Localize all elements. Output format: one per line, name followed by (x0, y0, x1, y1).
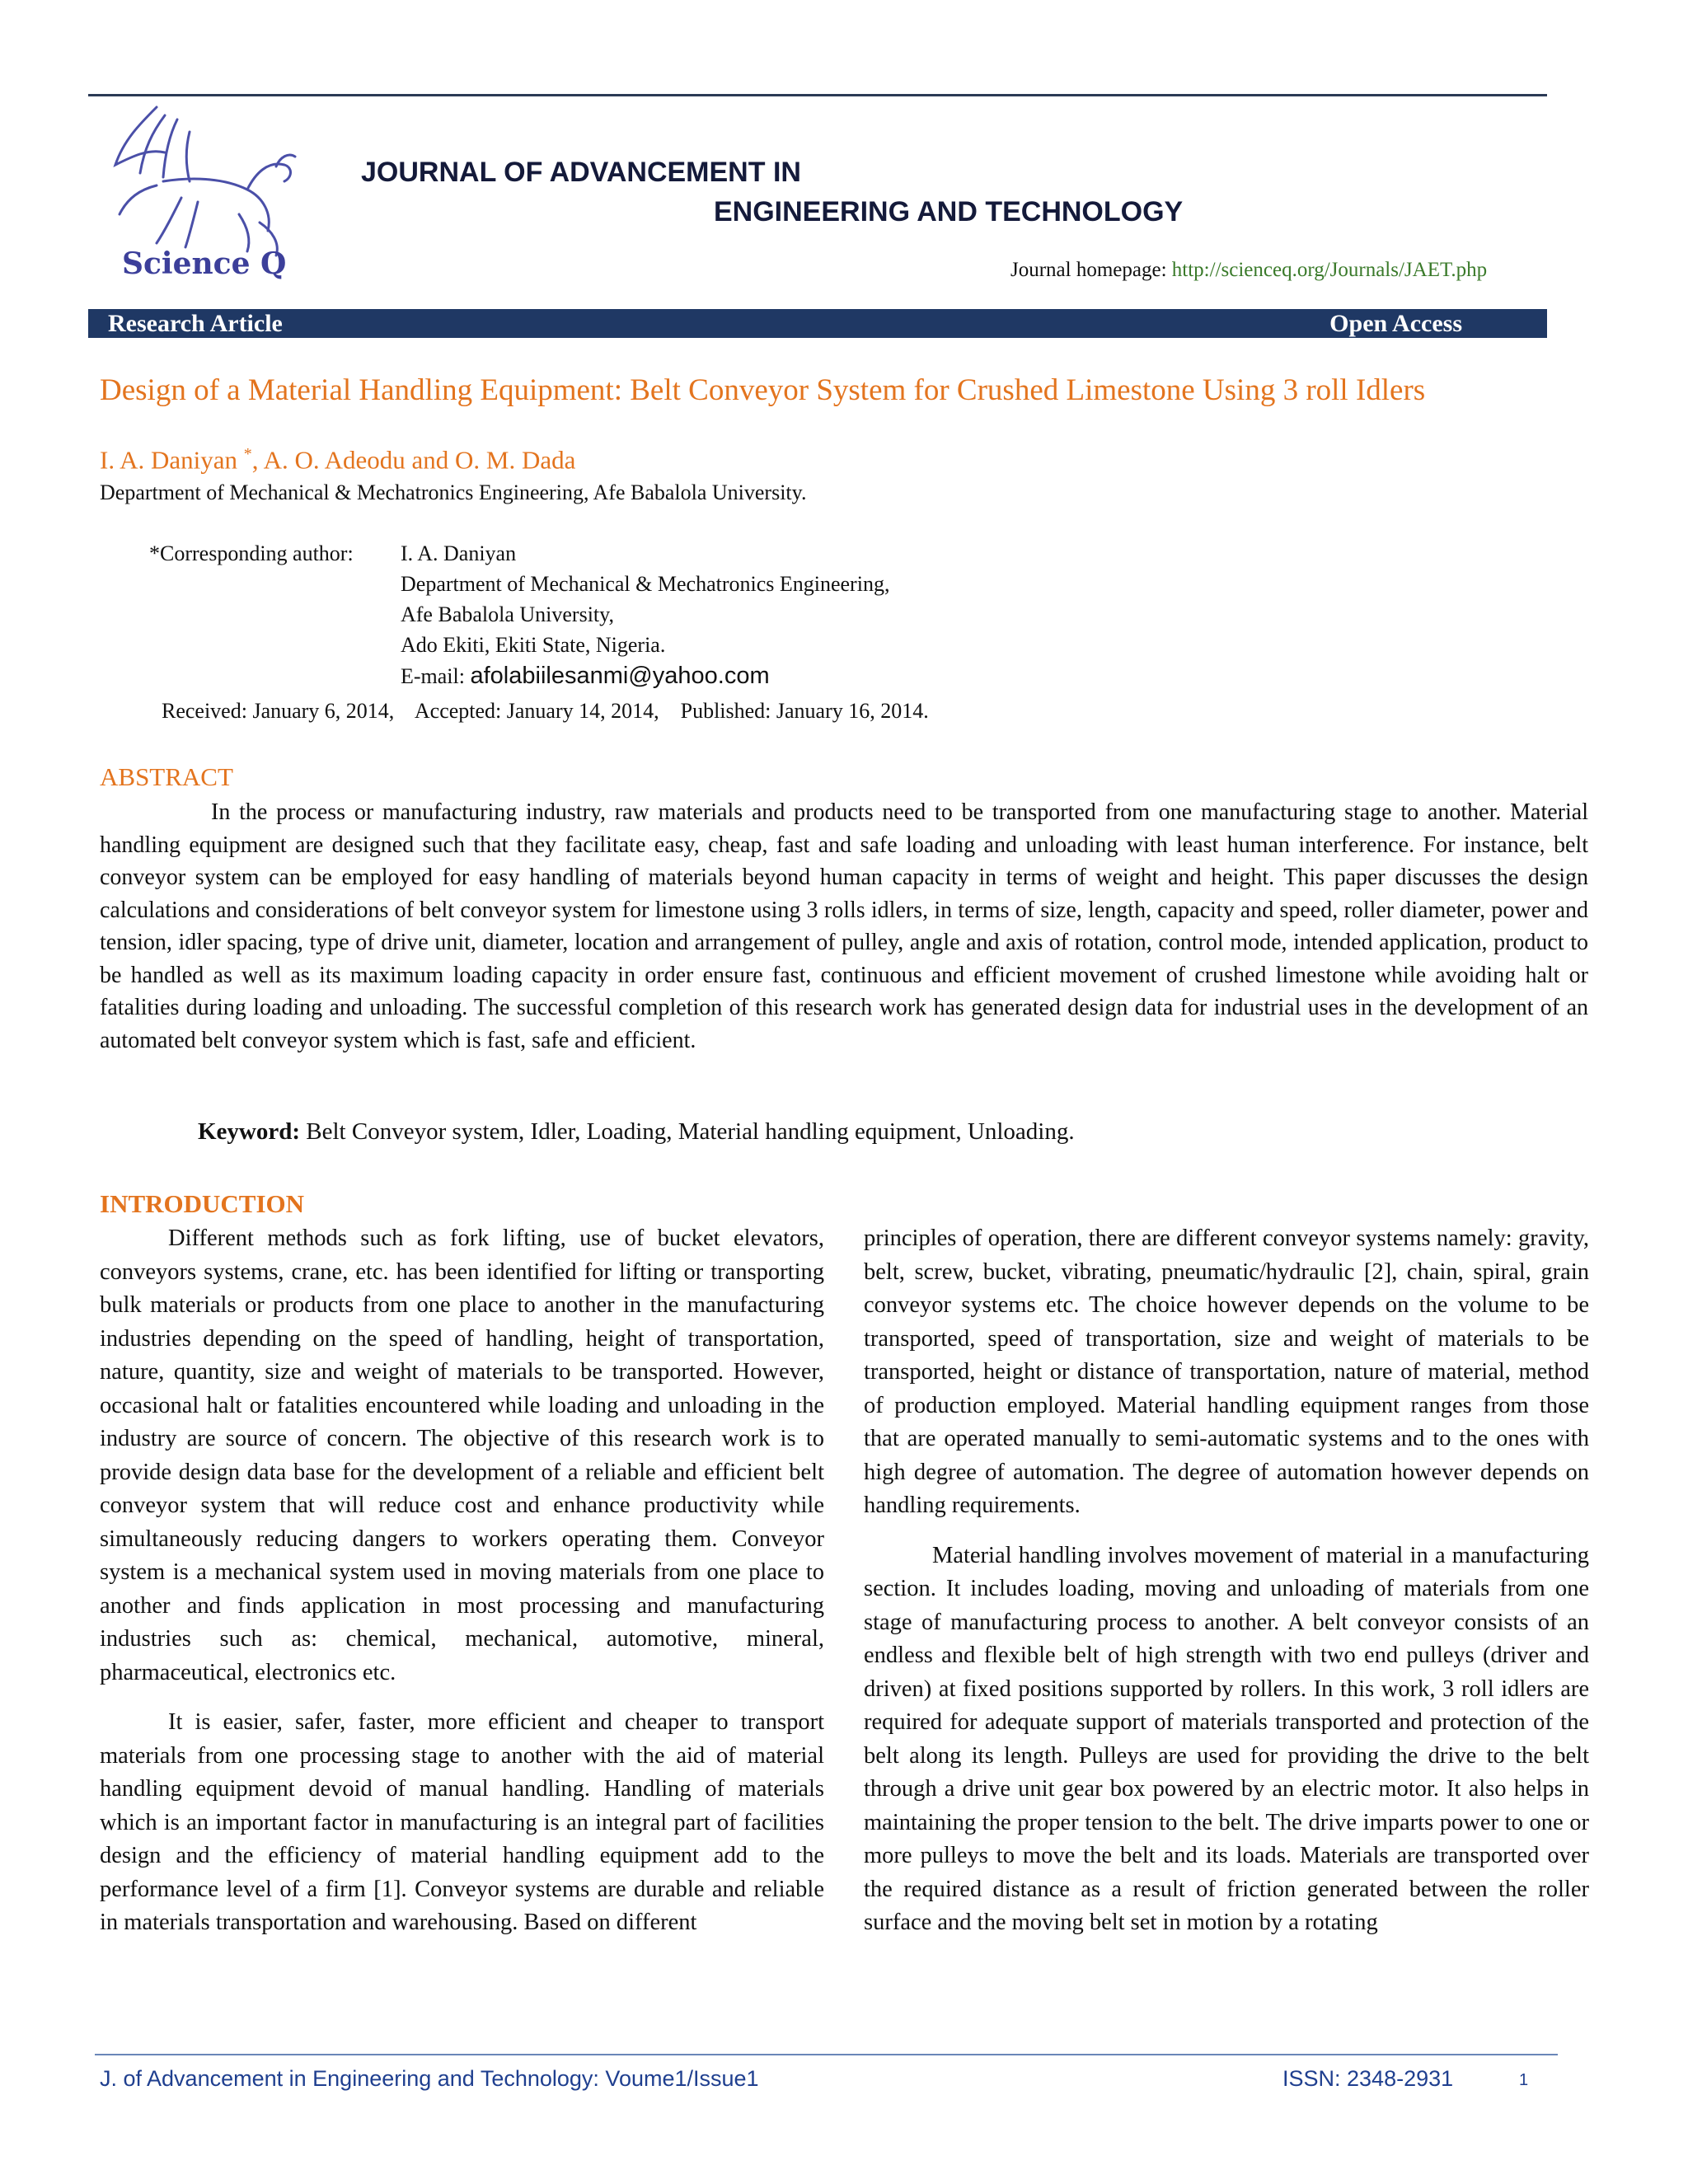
keywords-label: Keyword: (198, 1118, 301, 1145)
other-authors: , A. O. Adeodu and O. M. Dada (251, 445, 576, 475)
corresponding-author-dept: Department of Mechanical & Mechatronics Engineering, (401, 572, 890, 596)
keywords-text: Belt Conveyor system, Idler, Loading, Material handling equipment, Unloading. (300, 1118, 1075, 1145)
corresponding-author-email (401, 663, 770, 690)
right-column (864, 1222, 1589, 1940)
footer-journal: J. of Advancement in Engineering and Technology: Voume1/Issue1 (100, 2066, 759, 2091)
header-top-rule (88, 94, 1547, 96)
page-number: 1 (1519, 2071, 1529, 2089)
corresponding-author-location: Ado Ekiti, Ekiti State, Nigeria. (401, 633, 666, 657)
journal-title-line2: ENGINEERING AND TECHNOLOGY (714, 196, 1184, 227)
abstract-text: In the process or manufacturing industry, raw materials and products need to be transported from one manufacturing stage to another. Material handling equipment are designed such that they facilitate easy, cheap, fast and safe loading and unloading with least human interference. For instance, belt conveyor system can be employed for easy handling of materials beyond human capacity in terms of weight and height. This paper discusses the design calculations and considerations of belt conveyor system for limestone using 3 rolls idlers, in terms of size, length, capacity and speed, roller diameter, power and tension, idler spacing, type of drive unit, diameter, location and arrangement of pulley, angle and axis of rotation, control mode, intended application, product to be handled as well as its maximum loading capacity in order ensure fast, continuous and efficient movement of crushed limestone while avoiding halt or fatalities during loading and unloading. The successful completion of this research work has generated design data for industrial uses in the development of an automated belt conveyor system which is fast, safe and efficient. (100, 799, 1588, 1053)
research-article-label: Research Article (108, 310, 283, 337)
corresponding-mark: * (243, 445, 252, 463)
article-title: Design of a Material Handling Equipment: Belt Conveyor System for Crushed Limestone Using 3 roll Idlers (100, 373, 1426, 407)
abstract-heading: ABSTRACT (100, 762, 233, 791)
publication-dates: Received: January 6, 2014, Accepted: January 14, 2014, Published: January 16, 2014. (162, 699, 929, 723)
open-access-label: Open Access (1329, 310, 1462, 337)
homepage-label: Journal homepage: (1010, 259, 1172, 281)
intro-paragraph-1: Different methods such as fork lifting, use of bucket elevators, conveyors systems, crane, etc. has been identified for lifting or transporting bulk materials or products from one place to another in the manufacturing industries depending on the speed of handling, height of transportation, nature, quantity, size and weight of materials to be transported. However, occasional halt or fatalities encountered while loading and unloading in the industry are source of concern. The objective of this research work is to provide design data base for the development of a reliable and efficient belt conveyor system that will reduce cost and enhance productivity while simultaneously reducing dangers to workers operating them. Conveyor system is a mechanical system used in moving materials from one place to another and finds application in most processing and manufacturing industries such as: chemical, mechanical, automotive, mineral, pharmaceutical, electronics etc. (100, 1226, 824, 1685)
author-list (100, 445, 575, 475)
author-1: I. A. Daniyan (100, 445, 244, 475)
logo-text: Science Q (122, 246, 287, 281)
corresponding-author-name: I. A. Daniyan (401, 541, 517, 565)
journal-homepage (1010, 259, 1487, 282)
left-column (100, 1222, 824, 1940)
intro-paragraph-4: Material handling involves movement of material in a manufacturing section. It includes loading, moving and unloading of materials from one stage of manufacturing process to another. A belt conveyor consists of an endless and flexible belt of high strength with two end pulleys (driver and driven) at fixed positions supported by rollers. In this work, 3 roll idlers are required for adequate support of materials transported and protection of the belt along its length. Pulleys are used for providing the drive to the belt through a drive unit gear box powered by an electric motor. It also helps in maintaining the proper tension to the belt. The drive imparts power to one or more pulleys to move the belt and its loads. Materials are transported over the required distance as a result of friction generated between the roller surface and the moving belt set in motion by a rotating (864, 1542, 1589, 1935)
introduction-heading: INTRODUCTION (100, 1189, 305, 1218)
corresponding-author-university: Afe Babalola University, (401, 602, 614, 626)
intro-paragraph-3: principles of operation, there are different conveyor systems namely: gravity, belt, screw, bucket, vibrating, pneumatic/hydraulic [2], chain, spiral, grain conveyor systems etc. The choice however depends on the volume to be transported, speed of transportation, size and weight of materials to be transported, height or distance of transportation, nature of material, method of production employed. Material handling equipment ranges from those that are operated manually to semi-automatic systems and to the ones with high degree of automation. The degree of automation however depends on handling requirements. (864, 1226, 1589, 1518)
author-affiliation: Department of Mechanical & Mechatronics Engineering, Afe Babalola University. (100, 480, 807, 504)
keywords (198, 1118, 1075, 1146)
science-q-logo (107, 99, 313, 284)
footer-rule (95, 2054, 1558, 2055)
footer-issn: ISSN: 2348-2931 (1282, 2066, 1454, 2091)
homepage-link[interactable]: http://scienceq.org/Journals/JAET.php (1171, 259, 1488, 281)
email-address[interactable]: afolabiilesanmi@yahoo.com (470, 663, 770, 689)
journal-title-line1: JOURNAL OF ADVANCEMENT IN (361, 157, 801, 188)
email-label: E-mail: (401, 664, 471, 688)
corresponding-author-label: *Corresponding author: (149, 541, 354, 565)
intro-paragraph-2: It is easier, safer, faster, more efficient and cheaper to transport materials from one processing stage to another with the aid of material handling equipment devoid of manual handling. Handling of materials which is an important factor in manufacturing is an integral part of facilities design and the efficiency of material handling equipment add to the performance level of a firm [1]. Conveyor systems are durable and reliable in materials transportation and warehousing. Based on different (100, 1709, 824, 1935)
article-type-banner (88, 309, 1547, 338)
